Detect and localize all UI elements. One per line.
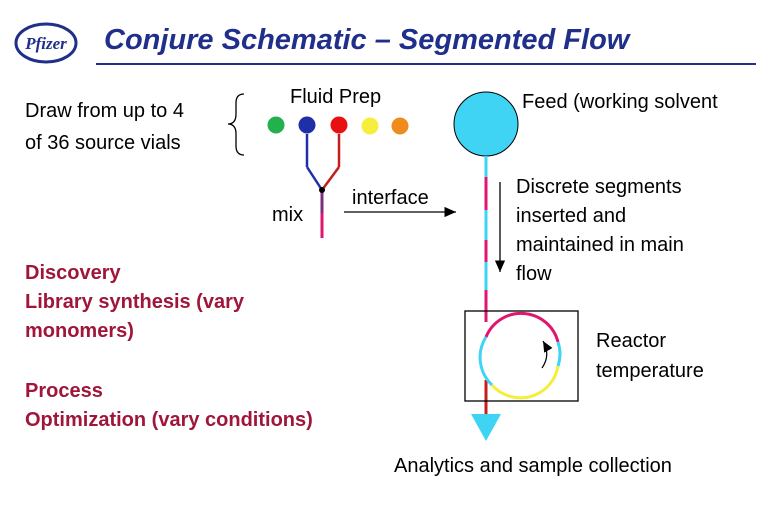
discrete-label-line4: flow — [516, 263, 552, 285]
draw-label-line2: of 36 source vials — [25, 132, 181, 154]
vial-blue — [299, 117, 316, 134]
process-title: Process — [25, 380, 103, 402]
discovery-line1: Library synthesis (vary — [25, 291, 244, 313]
discrete-label-line1: Discrete segments — [516, 176, 682, 198]
reactor-label-line1: Reactor — [596, 330, 667, 352]
line-red-branch — [322, 167, 339, 190]
mix-label: mix — [272, 204, 304, 226]
vial-yellow — [362, 118, 379, 135]
reactor-coil-magenta — [486, 313, 558, 342]
page-title: Conjure Schematic – Segmented Flow — [104, 24, 630, 56]
reactor-coil-cyan-2 — [558, 342, 560, 366]
reactor-rotation-arrow — [542, 341, 547, 368]
logo-text: Pfizer — [25, 34, 67, 53]
reactor-coil-cyan — [480, 337, 492, 385]
discovery-line2: monomers) — [25, 320, 134, 342]
process-line1: Optimization (vary conditions) — [25, 409, 313, 431]
mix-junction — [319, 187, 325, 193]
reactor-label-line2: temperature — [596, 360, 704, 382]
vial-red — [331, 117, 348, 134]
analytics-label: Analytics and sample collection — [394, 455, 672, 477]
feed-label: Feed (working solvent — [522, 91, 718, 113]
brace — [228, 94, 244, 155]
discrete-label-line2: inserted and — [516, 205, 627, 227]
fluid-prep-label: Fluid Prep — [290, 86, 382, 108]
feed-reservoir — [454, 92, 518, 156]
interface-label: interface — [352, 187, 429, 209]
vial-green — [268, 117, 285, 134]
vial-orange — [392, 118, 409, 135]
line-blue-branch — [307, 167, 322, 190]
draw-label-line1: Draw from up to 4 — [25, 100, 184, 122]
discovery-title: Discovery — [25, 262, 121, 284]
reactor-coil-yellow — [492, 366, 558, 398]
discrete-label-line3: maintained in main — [516, 234, 684, 256]
